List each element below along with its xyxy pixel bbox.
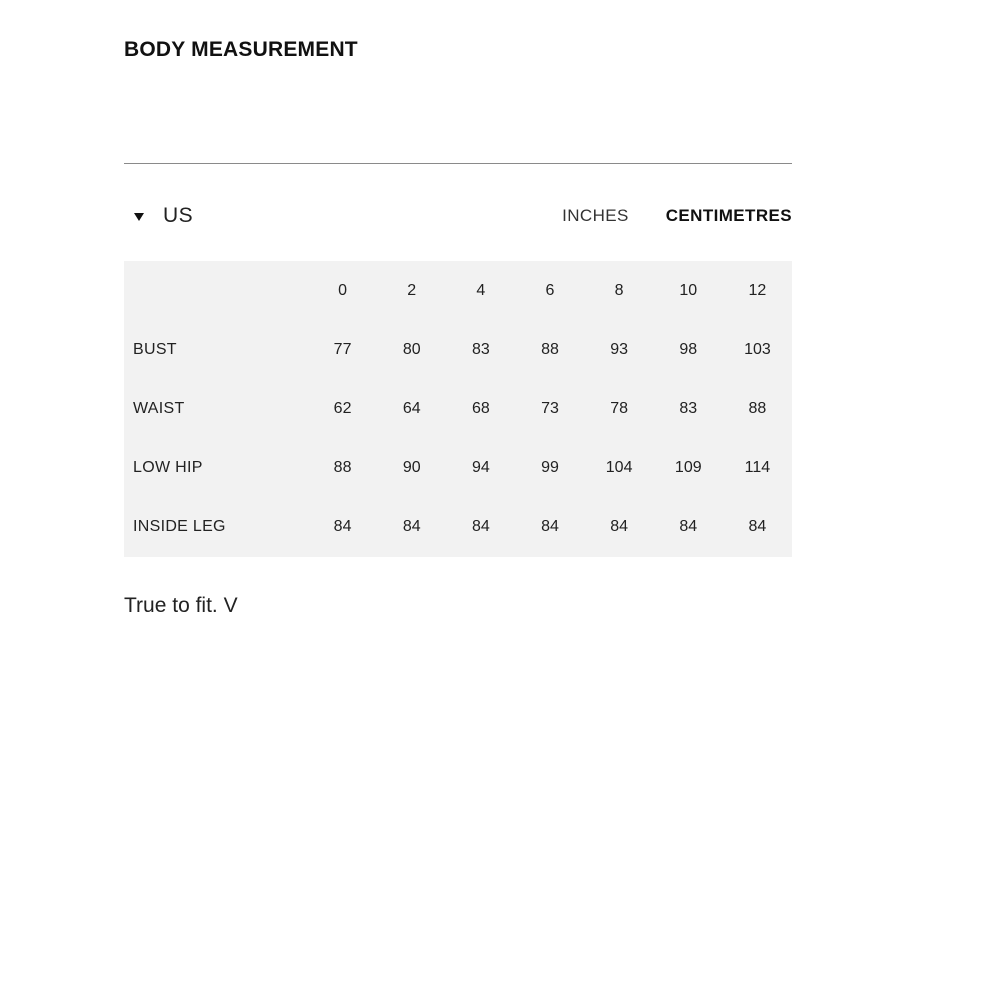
table-row-inside-leg [124,498,792,557]
unit-toggle [562,206,792,226]
table-cell: 83 [679,399,698,417]
table-cell: 93 [610,340,629,358]
region-dropdown[interactable] [134,204,193,228]
table-cell: 98 [679,340,698,358]
size-chart-controls [124,196,792,236]
table-cell: 62 [333,399,352,417]
table-cell: 114 [744,459,771,477]
page-title: BODY MEASUREMENT [124,38,358,61]
size-header-cell: 12 [748,281,767,299]
table-cell: 64 [402,399,421,417]
table-cell: 103 [744,340,771,358]
table-cell: 88 [541,340,559,358]
region-selected-label: US [163,204,194,227]
size-header-cell: 8 [614,281,624,299]
table-row-low-hip [124,439,792,498]
table-cell: 88 [333,459,352,477]
size-header-empty-cell [124,261,308,320]
size-header-row [124,261,792,320]
fit-note: True to fit. V [124,594,238,617]
table-cell: 84 [402,518,421,536]
table-cell: 88 [748,399,767,417]
table-cell: 109 [674,459,702,477]
size-header-cell: 6 [545,281,555,299]
table-cell: 77 [333,340,352,358]
table-cell: 84 [610,518,629,536]
table-row-waist [124,379,792,438]
table-cell: 84 [333,518,352,536]
table-cell: 68 [471,399,490,417]
size-header-cell: 10 [679,281,698,299]
table-cell: 90 [402,459,421,477]
caret-down-icon [134,213,144,221]
table-cell: 78 [610,399,629,417]
table-cell: 73 [541,399,559,417]
table-cell: 99 [541,459,559,477]
section-divider [124,163,792,164]
unit-centimetres-button[interactable]: CENTIMETRES [665,206,792,225]
table-cell: 80 [402,340,421,358]
table-row-bust [124,320,792,379]
size-chart-table [124,261,792,557]
size-chart-table-container [124,261,792,557]
table-cell: 83 [471,340,490,358]
table-cell: 104 [605,459,633,477]
row-label: BUST [133,340,177,358]
row-label: INSIDE LEG [133,518,226,536]
size-header-cell: 0 [338,281,348,299]
table-cell: 84 [541,518,559,536]
table-cell: 84 [748,518,767,536]
table-cell: 94 [471,459,490,477]
row-label: LOW HIP [133,459,203,477]
unit-inches-button[interactable]: INCHES [562,206,629,225]
table-cell: 84 [679,518,698,536]
size-header-cell: 4 [476,281,486,299]
row-label: WAIST [133,399,185,417]
table-cell: 84 [471,518,490,536]
size-header-cell: 2 [407,281,417,299]
